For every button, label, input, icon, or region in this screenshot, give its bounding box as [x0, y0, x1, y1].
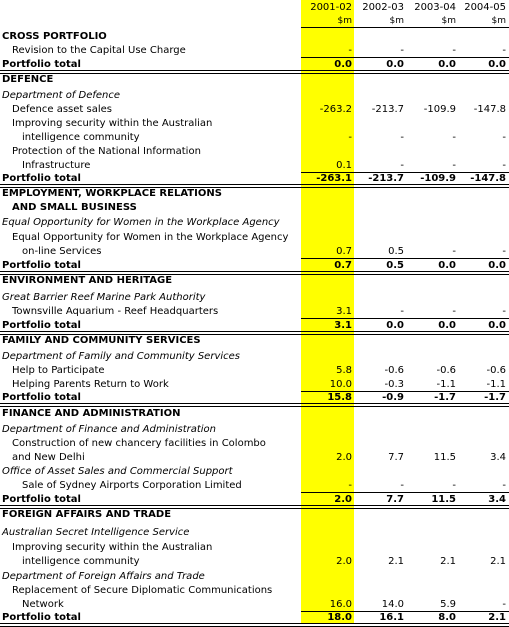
row-value-col-1: 3.1 [336, 306, 352, 317]
row-value-col-4: - [502, 160, 506, 171]
row-label: Townsville Aquarium - Reef Headquarters [12, 306, 219, 317]
agency-heading-row [0, 423, 509, 437]
row-value-col-1: -263.2 [319, 104, 352, 115]
table-row [0, 131, 509, 145]
row-label: CROSS PORTFOLIO [2, 31, 107, 42]
section-heading-row [0, 334, 509, 348]
table-row [0, 117, 509, 131]
section-heading-row [0, 187, 509, 201]
row-label: Department of Finance and Administration [2, 424, 217, 435]
row-value-col-4: - [502, 246, 506, 257]
row-value-col-1: -263.1 [316, 173, 352, 184]
row-label: Construction of new chancery facilities in Colombo [12, 438, 266, 449]
header-year-2003-04: 2003-04 [414, 2, 456, 13]
row-value-col-1: - [348, 45, 352, 56]
row-value-col-1: 5.8 [336, 365, 352, 376]
portfolio-total-row [0, 611, 509, 625]
row-label: Great Barrier Reef Marine Park Authority [2, 292, 206, 303]
portfolio-total-row [0, 319, 509, 333]
section-heading-row [0, 407, 509, 421]
row-label: Revision to the Capital Use Charge [12, 45, 186, 56]
row-value-col-4: - [502, 306, 506, 317]
row-label: Portfolio total [2, 494, 81, 505]
row-value-col-3: 0.0 [438, 59, 456, 70]
row-value-col-3: -109.9 [423, 104, 456, 115]
row-value-col-2: - [400, 306, 404, 317]
row-value-col-3: - [452, 45, 456, 56]
row-value-col-4: -147.8 [470, 173, 506, 184]
row-value-col-1: 10.0 [329, 379, 352, 390]
agency-heading-row [0, 465, 509, 479]
row-value-col-3: 0.0 [438, 260, 456, 271]
row-value-col-3: -1.7 [434, 392, 456, 403]
row-value-col-1: 16.0 [329, 599, 352, 610]
row-value-col-3: 5.9 [440, 599, 456, 610]
header-year-2002-03: 2002-03 [362, 2, 404, 13]
table-row [0, 598, 509, 612]
row-value-col-2: - [400, 160, 404, 171]
row-value-col-3: -1.1 [436, 379, 456, 390]
row-value-col-2: - [400, 480, 404, 491]
row-value-col-3: - [452, 306, 456, 317]
section-heading-row [0, 201, 509, 215]
row-value-col-3: 11.5 [431, 494, 456, 505]
row-label: ENVIRONMENT AND HERITAGE [2, 275, 173, 286]
row-value-col-1: 15.8 [327, 392, 352, 403]
row-label: Protection of the National Information [12, 146, 201, 157]
row-label: Sale of Sydney Airports Corporation Limited [22, 480, 242, 491]
row-value-col-1: 0.7 [334, 260, 352, 271]
row-label: Helping Parents Return to Work [12, 379, 169, 390]
row-value-col-4: - [502, 599, 506, 610]
row-label: AND SMALL BUSINESS [12, 202, 137, 213]
header-underline [301, 27, 509, 28]
row-label: DEFENCE [2, 74, 54, 85]
agency-heading-row [0, 350, 509, 364]
row-value-col-1: 2.0 [336, 556, 352, 567]
row-value-col-1: - [348, 480, 352, 491]
row-value-col-1: 0.7 [336, 246, 352, 257]
row-value-col-4: 0.0 [488, 320, 506, 331]
row-value-col-4: 2.1 [488, 612, 506, 623]
row-value-col-4: 0.0 [488, 59, 506, 70]
row-value-col-1: 0.1 [336, 160, 352, 171]
row-label: Portfolio total [2, 392, 81, 403]
row-value-col-3: - [452, 132, 456, 143]
row-value-col-2: 14.0 [381, 599, 404, 610]
row-label: Network [22, 599, 64, 610]
row-value-col-4: 0.0 [488, 260, 506, 271]
agency-heading-row [0, 570, 509, 584]
table-row [0, 103, 509, 117]
row-label: and New Delhi [12, 452, 85, 463]
portfolio-total-row [0, 172, 509, 186]
row-value-col-2: 7.7 [386, 494, 404, 505]
row-value-col-3: - [452, 160, 456, 171]
row-label: Defence asset sales [12, 104, 112, 115]
row-label: Portfolio total [2, 59, 81, 70]
row-value-col-2: 7.7 [388, 452, 404, 463]
row-value-col-4: -1.1 [486, 379, 506, 390]
row-label: on-line Services [22, 246, 102, 257]
row-label: EMPLOYMENT, WORKPLACE RELATIONS [2, 188, 222, 199]
row-value-col-1: - [348, 132, 352, 143]
row-label: Portfolio total [2, 260, 81, 271]
table-row [0, 364, 509, 378]
row-value-col-2: -0.9 [382, 392, 404, 403]
row-value-col-1: 2.0 [334, 494, 352, 505]
table-row [0, 44, 509, 58]
row-value-col-4: -147.8 [473, 104, 506, 115]
row-value-col-2: 0.0 [386, 320, 404, 331]
table-row [0, 378, 509, 392]
row-label: intelligence community [22, 132, 140, 143]
row-value-col-3: -0.6 [436, 365, 456, 376]
row-label: intelligence community [22, 556, 140, 567]
row-value-col-4: - [502, 480, 506, 491]
row-label: Equal Opportunity for Women in the Workplace Agency [12, 232, 289, 243]
row-label: Replacement of Secure Diplomatic Communications [12, 585, 273, 596]
row-value-col-2: - [400, 132, 404, 143]
row-value-col-2: -0.6 [384, 365, 404, 376]
row-label: Infrastructure [22, 160, 91, 171]
row-label: FOREIGN AFFAIRS AND TRADE [2, 509, 172, 520]
table-row [0, 305, 509, 319]
row-label: FAMILY AND COMMUNITY SERVICES [2, 335, 201, 346]
agency-heading-row [0, 526, 509, 540]
table-row [0, 479, 509, 493]
row-value-col-4: - [502, 45, 506, 56]
header-year-2001-02: 2001-02 [310, 2, 352, 13]
row-value-col-3: 2.1 [440, 556, 456, 567]
row-value-col-4: 2.1 [490, 556, 506, 567]
row-value-col-1: 18.0 [327, 612, 352, 623]
header-year-2004-05: 2004-05 [464, 2, 506, 13]
portfolio-total-row [0, 493, 509, 507]
table-row [0, 584, 509, 598]
row-value-col-4: 3.4 [488, 494, 506, 505]
header-unit-2003-04: $m [441, 16, 456, 26]
row-value-col-2: 2.1 [388, 556, 404, 567]
section-heading-row [0, 30, 509, 44]
row-value-col-2: 0.5 [386, 260, 404, 271]
portfolio-total-row [0, 259, 509, 273]
agency-heading-row [0, 89, 509, 103]
header-unit-2002-03: $m [389, 16, 404, 26]
row-value-col-2: 0.5 [388, 246, 404, 257]
agency-heading-row [0, 216, 509, 230]
row-value-col-2: -0.3 [384, 379, 404, 390]
row-value-col-1: 0.0 [334, 59, 352, 70]
row-value-col-3: 0.0 [438, 320, 456, 331]
header-unit-2004-05: $m [491, 16, 506, 26]
row-label: Improving security within the Australian [12, 118, 213, 129]
row-label: Portfolio total [2, 320, 81, 331]
header-unit-2001-02: $m [337, 16, 352, 26]
row-value-col-3: -109.9 [420, 173, 456, 184]
row-value-col-4: -0.6 [486, 365, 506, 376]
row-value-col-3: - [452, 480, 456, 491]
portfolio-total-row [0, 58, 509, 72]
agency-heading-row [0, 291, 509, 305]
row-value-col-1: 3.1 [334, 320, 352, 331]
row-value-col-2: 16.1 [379, 612, 404, 623]
row-label: Equal Opportunity for Women in the Workplace Agency [2, 217, 280, 228]
table-row [0, 159, 509, 173]
table-row [0, 437, 509, 451]
row-label: Department of Defence [2, 90, 121, 101]
row-label: Help to Participate [12, 365, 105, 376]
row-value-col-3: - [452, 246, 456, 257]
section-heading-row [0, 508, 509, 522]
row-value-col-2: 0.0 [386, 59, 404, 70]
table-row [0, 145, 509, 159]
row-label: Office of Asset Sales and Commercial Support [2, 466, 233, 477]
row-value-col-4: -1.7 [484, 392, 506, 403]
row-label: Department of Family and Community Services [2, 351, 240, 362]
table-row [0, 541, 509, 555]
row-label: Portfolio total [2, 173, 81, 184]
portfolio-total-row [0, 391, 509, 405]
table-row [0, 555, 509, 569]
row-value-col-4: 3.4 [490, 452, 506, 463]
row-value-col-2: -213.7 [371, 104, 404, 115]
row-value-col-3: 8.0 [438, 612, 456, 623]
row-label: Portfolio total [2, 612, 81, 623]
row-value-col-3: 11.5 [433, 452, 456, 463]
row-label: Improving security within the Australian [12, 542, 213, 553]
table-row [0, 231, 509, 245]
row-label: Department of Foreign Affairs and Trade [2, 571, 205, 582]
section-heading-row [0, 73, 509, 87]
row-value-col-2: - [400, 45, 404, 56]
row-value-col-4: - [502, 132, 506, 143]
table-row [0, 245, 509, 259]
row-label: FINANCE AND ADMINISTRATION [2, 408, 181, 419]
row-label: Australian Secret Intelligence Service [2, 527, 190, 538]
row-value-col-2: -213.7 [368, 173, 404, 184]
section-heading-row [0, 274, 509, 288]
row-value-col-1: 2.0 [336, 452, 352, 463]
table-row [0, 451, 509, 465]
